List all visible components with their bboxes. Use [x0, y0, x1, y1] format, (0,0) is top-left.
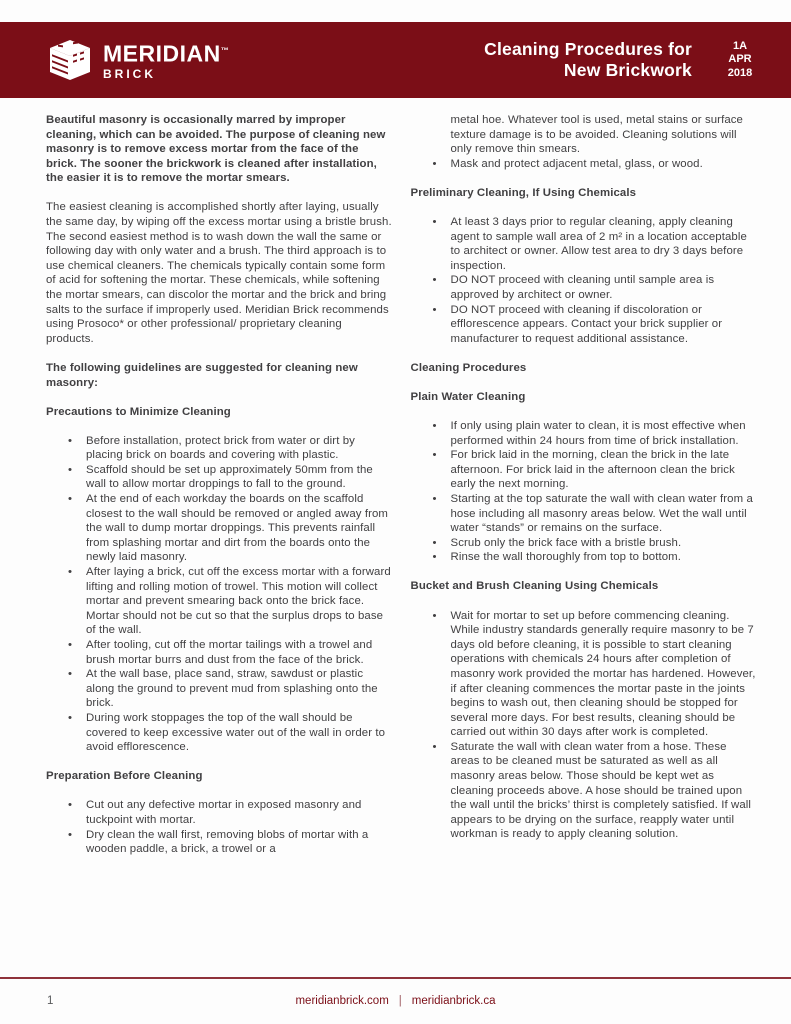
bullet-text: During work stoppages the top of the wall should be covered to keep excessive water out of the wall in order to avoid efflorescence.: [86, 711, 386, 754]
plain-water-list: [411, 419, 758, 565]
revision-badge: [719, 40, 761, 81]
bullet-icon: •: [432, 492, 437, 505]
bullet-item: [411, 303, 758, 347]
header-band: [0, 22, 791, 98]
bullet-item: [411, 273, 758, 302]
bullet-text: Dry clean the wall first, removing blobs of mortar with a wooden paddle, a brick, a trowel or a: [86, 828, 369, 856]
heading-plain-water: Plain Water Cleaning: [410, 390, 526, 403]
heading-bucket-brush: Bucket and Brush Cleaning Using Chemicals: [410, 580, 659, 593]
bullet-text: At the wall base, place sand, straw, sawdust or plastic along the ground to prevent mud from splashing onto the brick.: [86, 668, 378, 710]
bullet-icon: •: [432, 420, 437, 432]
bullet-text: Mask and protect adjacent metal, glass, or wood.: [450, 157, 703, 170]
heading-cleaning-procedures: Cleaning Procedures: [410, 361, 527, 374]
bullet-item: [46, 667, 393, 711]
bullet-item: [46, 463, 393, 492]
bullet-item: [411, 448, 758, 492]
bullet-item: [46, 492, 393, 565]
bullet-text: Saturate the wall with clean water from a hose. These areas to be cleaned must be saturated as well as all masonry areas below. Those should be kept wet as cleaning proceeds above. A hose should be trained upon the wall until the bricks’ thirst is completely satisfied. If wall appears to be drying on the surface, reapply water until workman is ready to apply cleaning solution.: [450, 740, 752, 841]
bullet-text: After tooling, cut off the mortar tailings with a trowel and brush mortar burrs and dust from the face of the brick.: [86, 639, 373, 666]
bullet-text: Scaffold should be set up approximately 50mm from the wall to allow mortar droppings to fall to the ground.: [86, 463, 373, 491]
bullet-icon: •: [68, 799, 73, 812]
bullet-text: After laying a brick, cut off the excess mortar with a forward lifting and rolling motion of trowel. This motion will collect mortar and prevent smearing back onto the brick face. Mortar should not be cut so that the surplus drops to base of the wall.: [86, 566, 391, 637]
bullet-icon: •: [432, 551, 437, 564]
logo-wordmark: [103, 39, 229, 82]
bullet-icon: •: [68, 668, 73, 681]
document-title-line2: New Brickwork: [563, 60, 692, 80]
intro-paragraph: Beautiful masonry is occasionally marred by improper cleaning, which can be avoided. The purpose of cleaning new masonry is to remove excess mortar from the face of the brick. The sooner the brickwork is cleaned after installation, the easier it is to remove the mortar smears.: [46, 114, 386, 185]
precautions-list: [46, 434, 393, 755]
bullet-text: Starting at the top saturate the wall with clean water from a hose including all masonry areas below. Wet the wall until water “stands” or remains on the surface.: [450, 492, 753, 535]
doc-code: 1A: [732, 39, 748, 52]
header-right: [484, 39, 761, 81]
overview-paragraph: The easiest cleaning is accomplished shortly after laying, usually the same day, by wiping off the excess mortar using a bristle brush. The second easiest method is to wash down the wall the same or following day with only water and a brush. The third approach is to use chemical cleaners. The chemicals typically contain some form of acid for softening the mortar. These chemicals, while softening the mortar smears, can discolor the mortar and the brick and bring salts to the surface if improperly used. Meridian Brick recommends using Prosoco* or other professional/ proprietary cleaning products.: [46, 201, 392, 345]
bullet-icon: •: [432, 536, 437, 549]
heading-preliminary-cleaning: Preliminary Cleaning, If Using Chemicals: [410, 186, 637, 199]
bullet-item: [411, 492, 758, 536]
meridian-brick-logo: [46, 37, 229, 83]
bullet-item: [411, 157, 758, 172]
bullet-text: DO NOT proceed with cleaning until sample area is approved by architect or owner.: [450, 274, 715, 301]
bullet-item: [411, 113, 758, 157]
footer-separator: |: [398, 995, 402, 1007]
bullet-icon: •: [68, 566, 73, 579]
bullet-icon: •: [432, 303, 437, 316]
page-number: 1: [47, 995, 54, 1007]
bullet-text: At the end of each workday the boards on the scaffold closest to the wall should be removed or angled away from the wall to dump mortar droppings. This prevents rainfall from splashing mortar and dirt from the boards onto the newly laid masonry.: [86, 493, 389, 564]
brick-building-icon: [46, 37, 94, 83]
trademark-symbol: ™: [220, 45, 230, 55]
bullet-item: [46, 828, 393, 857]
bullet-icon: •: [68, 639, 73, 651]
bullet-icon: •: [432, 157, 437, 170]
bullet-text: Scrub only the brick face with a bristle brush.: [450, 536, 682, 549]
footer-links: [0, 995, 791, 1007]
bullet-text: At least 3 days prior to regular cleaning, apply cleaning agent to sample wall area of 2 m² in a location acceptable to architect or owner. Allow test area to dry 3 days before inspection.: [450, 215, 747, 272]
bullet-icon: •: [68, 434, 73, 447]
footer-divider: [0, 977, 791, 979]
bullet-text: Cut out any defective mortar in exposed masonry and tuckpoint with mortar.: [86, 799, 362, 826]
bullet-item: [411, 419, 758, 448]
bullet-text: metal hoe. Whatever tool is used, metal stains or surface texture damage is to be avoided. Cleaning solutions will only remove thin smears.: [450, 114, 743, 156]
bullet-item: [46, 565, 393, 638]
bullet-text: DO NOT proceed with cleaning if discoloration or efflorescence appears. Contact your brick supplier or manufacturer to request additional assistance.: [450, 303, 723, 345]
document-body: [46, 113, 757, 871]
document-title-line1: Cleaning Procedures for: [484, 39, 692, 59]
bullet-item: [411, 215, 758, 273]
bucket-brush-list: [411, 609, 758, 843]
bullet-icon: •: [432, 449, 437, 462]
bullet-text: If only using plain water to clean, it is most effective when performed within 24 hours from time of brick installation.: [450, 420, 746, 447]
document-title: [484, 39, 692, 81]
bullet-icon: •: [432, 740, 437, 753]
guidelines-lead: The following guidelines are suggested for cleaning new masonry:: [46, 361, 358, 389]
preparation-list-continued: [411, 113, 758, 171]
bullet-item: [411, 609, 758, 740]
heading-precautions: Precautions to Minimize Cleaning: [46, 405, 231, 418]
bullet-item: [411, 536, 758, 551]
bullet-item: [46, 638, 393, 667]
bullet-item: [46, 711, 393, 755]
doc-year: 2018: [727, 66, 753, 79]
preliminary-cleaning-list: [411, 215, 758, 346]
preparation-list: [46, 798, 393, 856]
bullet-icon: •: [68, 463, 73, 476]
bullet-icon: •: [68, 828, 73, 841]
bullet-text: Rinse the wall thoroughly from top to bottom.: [450, 551, 682, 564]
bullet-item: [411, 550, 758, 565]
bullet-icon: •: [68, 711, 73, 724]
footer: [0, 995, 791, 1015]
bullet-text: For brick laid in the morning, clean the brick in the late afternoon. For brick laid in the afternoon clean the brick early the next morning.: [450, 449, 735, 491]
website-link-com[interactable]: meridianbrick.com: [295, 995, 389, 1007]
bullet-icon: •: [432, 215, 437, 228]
bullet-icon: •: [432, 609, 437, 622]
right-column: [411, 113, 758, 871]
bullet-item: [46, 434, 393, 463]
website-link-ca[interactable]: meridianbrick.ca: [411, 995, 496, 1007]
doc-month: APR: [728, 53, 752, 66]
bullet-text: Wait for mortar to set up before commencing cleaning. While industry standards generally require masonry to be 7 days old before cleaning, it is possible to start cleaning operations with chemicals 24 hours after completion of masonry work provided the mortar has hardened. However, if after cleaning commences the mortar paste in the joints begins to wash out, then cleaning should be stopped for several more days. For best results, cleaning should be carried out within 30 days after work is completed.: [450, 609, 756, 739]
logo-brand: MERIDIAN: [103, 40, 221, 67]
heading-preparation: Preparation Before Cleaning: [46, 770, 203, 783]
bullet-item: [46, 798, 393, 827]
bullet-item: [411, 740, 758, 842]
bullet-text: Before installation, protect brick from water or dirt by placing brick on boards and covering with plastic.: [86, 434, 355, 462]
logo-sub: BRICK: [103, 67, 156, 82]
bullet-icon: •: [432, 274, 437, 287]
left-column: [46, 113, 393, 871]
bullet-icon: •: [68, 493, 73, 506]
